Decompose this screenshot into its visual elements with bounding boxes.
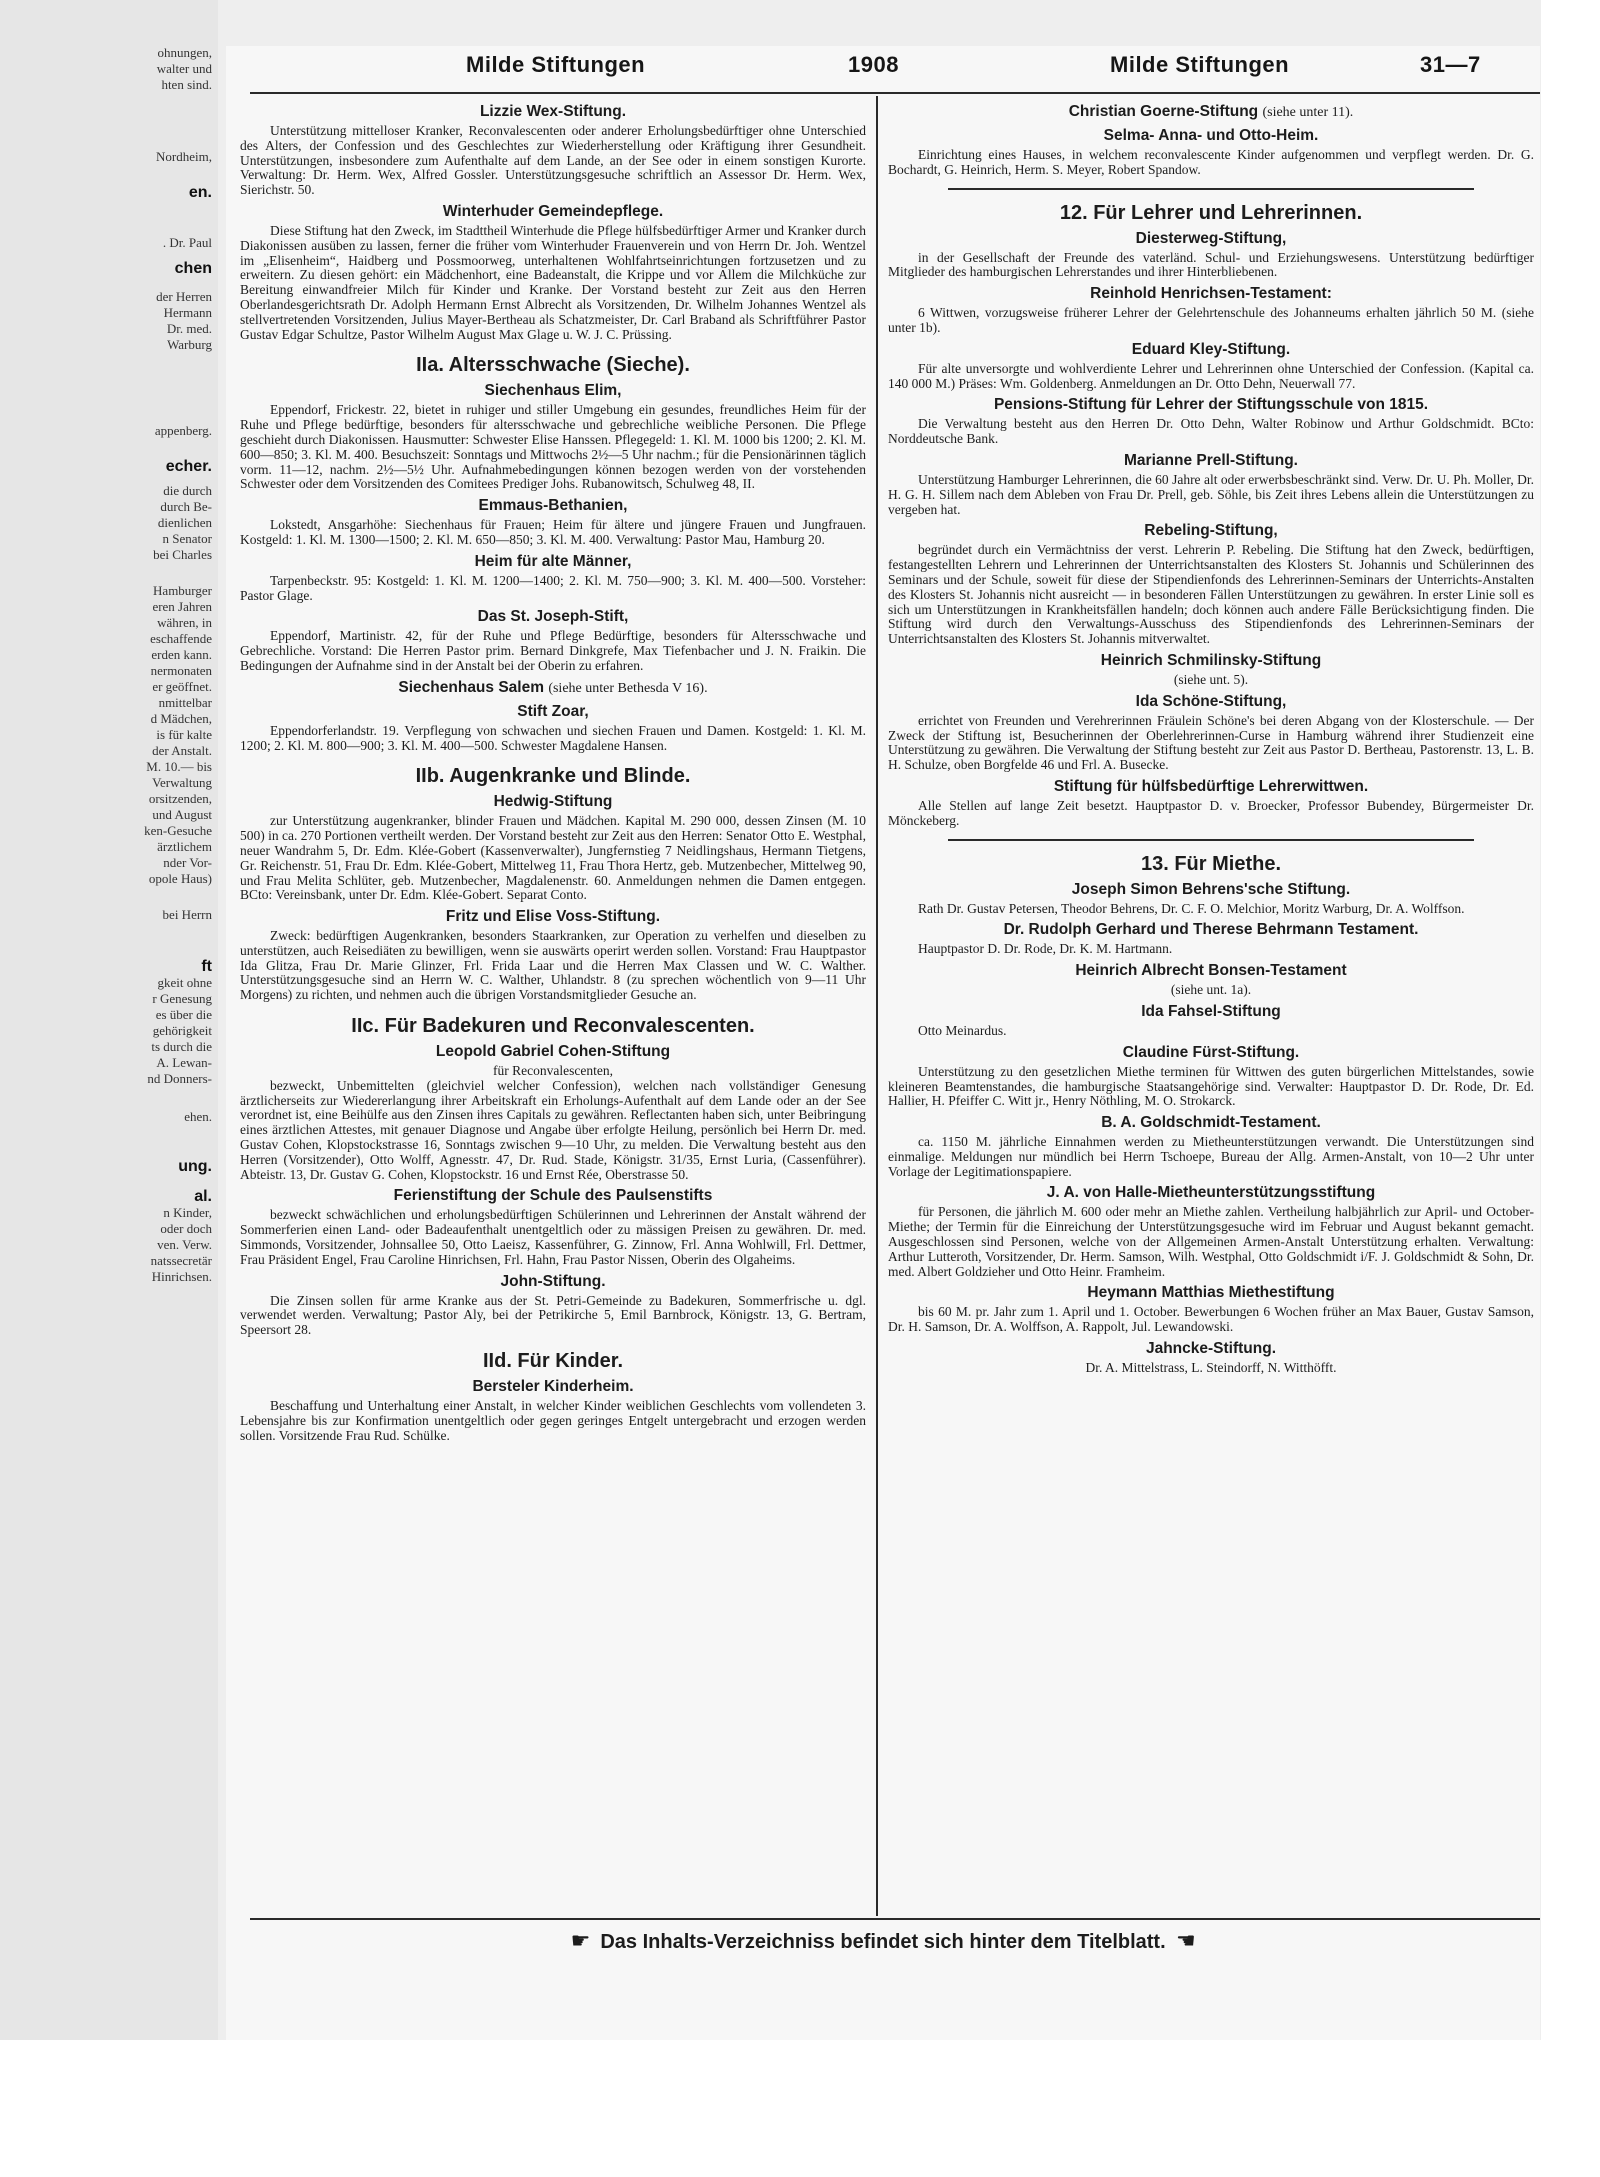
entry-title: [888, 396, 1534, 414]
entry-body: Eppendorf, Frickestr. 22, bietet in ruhiger und stiller Umgebung ein gesundes, freundliches Heim für der Ruhe und Pflege bedürftige, besonders für altersschwache und gebrechliche weibliche Personen. Die Pflege geschieht durch Diakonissen. Hausmutter: Schwester Elise Hanssen. Pflegegeld: 1. Kl. M. 1000 bis 1200; 2. Kl. M. 600—850; 3. Kl. M. 400. Besuchszeit: Sonntags und Mittwochs 2½—5 Uhr nachm.; für die Pensionärinnen täglich vorm. 11—12, nachm. 2½—5½ Uhr. Aufnahmebedingungen können bezogen werden von der vorstehenden Schwester oder dem Vorsitzenden des Comitees Prediger Johs. Rubanowitsch, Schulweg 48, II.: [240, 402, 866, 492]
foundation-entry: [240, 1043, 866, 1182]
entry-title-text: Winterhuder Gemeindepflege.: [442, 202, 664, 220]
entry-body: Dr. A. Mittelstrass, L. Steindorff, N. Witthöfft.: [1085, 1360, 1337, 1376]
prev-page-line: al.: [194, 1188, 212, 1205]
prev-page-line: ehen.: [184, 1109, 212, 1124]
prev-page-line: Verwaltung: [152, 775, 212, 790]
entry-body: 6 Wittwen, vorzugsweise früherer Lehrer der Gelehrtenschule des Johanneums erhalten jährlich 50 M. (siehe unter 1b).: [888, 305, 1534, 335]
prev-page-line: ohnungen,: [157, 45, 212, 60]
prev-page-line: und August: [152, 807, 212, 822]
entry-body: (siehe unt. 5).: [1173, 671, 1249, 687]
entry-title-text: Lizzie Wex-Stiftung.: [479, 103, 627, 120]
entry-title-text: Selma- Anna- und Otto-Heim.: [1103, 127, 1319, 144]
section-heading: IIb. Augenkranke und Blinde.: [415, 765, 691, 788]
prev-page-line: ken-Gesuche: [144, 823, 212, 838]
entry-title: [888, 1114, 1534, 1132]
entry-body: (siehe unt. 1a).: [1170, 982, 1252, 998]
prev-page-line: n Kinder,: [163, 1205, 212, 1220]
foundation-entry: [240, 553, 866, 604]
foundation-entry: [240, 1187, 866, 1267]
prev-page-line: bei Herrn: [162, 907, 212, 922]
foundation-entry: [888, 1114, 1534, 1179]
entry-subtitle: für Reconvalescenten,: [493, 1063, 613, 1079]
prev-page-line: d Mädchen,: [150, 711, 212, 726]
entry-body: für Personen, die jährlich M. 600 oder mehr an Miethe zahlen. Vertheilung halbjährlich zur April- und October-Miethe; der Termin für die Einreichung der Unterstützungsgesuche wird im Februar und August bekannt gemacht. Ausgeschlossen sind Personen, welche von der Allgemeinen Armen-Anstalt Unterstützung erhalten. Verwaltung: Arthur Lutteroth, Vorsitzender, Dr. Herm. Samson, Wilh. Westphal, Otto Goldschmidt i/F. J. Goldschmidt & Sohn, Dr. med. Albert Goldzieher und Otto Heinr. Framheim.: [888, 1204, 1534, 1279]
entry-title: [888, 522, 1534, 540]
entry-body: Lokstedt, Ansgarhöhe: Siechenhaus für Frauen; Heim für ältere und jüngere Frauen und Jungfrauen. Kostgeld: 1. Kl. M. 1300—1500; 2. Kl. M. 650—850; 3. Kl. M. 400. Verwaltung: Pastor Mau, Hamburg 20.: [240, 517, 866, 547]
entry-title: [888, 230, 1534, 248]
left-column: [240, 98, 866, 1912]
page-folio: 31—7: [1420, 52, 1481, 77]
entry-body: bezweckt, Unbemittelten (gleichviel welcher Confession), welchen nach vollständiger Genesung ärztlicherseits zur Wiedererlangung ihrer Arbeitskraft ein Erholungs-Aufenthalt auf dem Lande oder an der See verordnet ist, eine Beihülfe aus den Zinsen ihres Capitals zu gewähren. Reflectanten haben sich, unter Beibringung eines ärztlichen Attestes, mit genauer Diagnose und Angabe über erfolgte Heilung, persönlich bei Herrn Dr. med. Gustav Cohen, Klopstockstrasse 16, Sonntags zwischen 9—10 Uhr, zu melden. Die Verwaltung besteht aus den Herren (Vorsitzender), Otto Wolff, Agnesstr. 47, Dr. Rud. Stade, Königstr. 31/35, Ernst Luria, (Cassenführer). Abteistr. 13, Dr. Gustav G. Cohen, Klopstockstr. 16 und Ernst Rée, Oberstrasse 50.: [240, 1077, 866, 1182]
prev-page-line: opole Haus): [148, 871, 212, 886]
entry-title-text: Heim für alte Männer,: [474, 552, 632, 570]
foundation-entry: [240, 703, 866, 754]
pointing-hand-icon: ☛: [1175, 1928, 1196, 1953]
prev-page-line: Warburg: [167, 337, 212, 352]
entry-title-text: Heinrich Albrecht Bonsen-Testament: [1075, 962, 1347, 980]
entry-title: [888, 452, 1534, 470]
entry-title: [240, 497, 866, 515]
foundation-entry: [888, 1184, 1534, 1279]
entry-title: [240, 553, 866, 571]
entry-title-text: Ferienstiftung der Schule des Paulsenstifts: [393, 1187, 713, 1205]
foundation-entry: [888, 962, 1534, 998]
entry-title-text: Ida Schöne-Stiftung,: [1135, 692, 1287, 710]
prev-page-line: n Senator: [162, 531, 212, 546]
prev-page-line: natssecretär: [150, 1253, 212, 1268]
entry-title-text: Rebeling-Stiftung,: [1144, 522, 1278, 540]
foundation-entry: [888, 1340, 1534, 1376]
prev-page-line: nmittelbar: [158, 695, 212, 710]
pointing-hand-icon: ☛: [570, 1928, 591, 1953]
entry-body: Otto Meinardus.: [918, 1022, 1007, 1038]
foundation-entry: [888, 778, 1534, 829]
prev-page-line: walter und: [156, 61, 212, 76]
entry-title: [240, 908, 866, 926]
entry-body: ca. 1150 M. jährliche Einnahmen werden zu Mietheunterstützungen verwandt. Die Unterstützungen sind einmalige. Meldungen nur mündlich bei Herrn Tschoepe, Bureau der Allg. Armen-Anstalt, von 10—2 Uhr unter Vorlage der Legitimationspapiere.: [888, 1134, 1534, 1179]
prev-page-line: chen: [174, 260, 212, 277]
entry-title-text: John-Stiftung.: [500, 1272, 606, 1290]
foundation-entry: [888, 1003, 1534, 1039]
entry-title: [240, 793, 866, 811]
foundation-entry: [888, 127, 1534, 178]
entry-body: errichtet von Freunden und Verehrerinnen Fräulein Schöne's bei deren Abgang von der Klosterschule. — Der Zweck der Stiftung ist, Besucherinnen der Oberlehrerinnen-Curse in Hamburg während ihrer Studienzeit eine Unterstützung zu gewähren. Die Verwaltung der Stiftung besteht zur Zeit aus Pastor D. Bertheau, Pastorenstr. 13, L. B. H. Schulze, oben Borgfelde 46 und Frl. A. Busecke.: [888, 712, 1534, 773]
entry-title-text: Siechenhaus Salem: [398, 678, 544, 696]
prev-page-line: nermonaten: [150, 663, 212, 678]
entry-title-text: Jahncke-Stiftung.: [1145, 1340, 1277, 1358]
foundation-entry: [888, 693, 1534, 773]
prev-page-line: dienlichen: [157, 515, 212, 530]
prev-page-line: ft: [201, 958, 212, 975]
entry-title-text: Das St. Joseph-Stift,: [477, 608, 629, 626]
entry-title: [240, 1378, 866, 1396]
foundation-entry: [240, 1273, 866, 1338]
entry-title: [240, 1273, 866, 1291]
prev-page-line: eschaffende: [150, 631, 212, 646]
foundation-entry: [888, 652, 1534, 688]
footer-note-text: Das Inhalts-Verzeichniss befindet sich hinter dem Titelblatt.: [600, 1931, 1166, 1953]
entry-body: Hauptpastor D. Dr. Rode, Dr. K. M. Hartmann.: [918, 941, 1173, 957]
entry-title: [240, 103, 866, 121]
entry-title-text: Diesterweg-Stiftung,: [1135, 229, 1287, 247]
prev-page-line: nd Donners-: [147, 1071, 212, 1086]
entry-title: [240, 703, 866, 721]
entry-title: [888, 962, 1534, 980]
entry-title-text: Stift Zoar,: [517, 702, 589, 720]
prev-page-line: ts durch die: [151, 1039, 212, 1054]
entry-title: [888, 778, 1534, 796]
previous-page-fragment: [0, 0, 218, 2040]
entry-body: in der Gesellschaft der Freunde des vaterländ. Schul- und Erziehungswesens. Unterstützung bedürftiger Mitglieder des hamburgischen Lehrerstandes und ihrer Hinterbliebenen.: [888, 249, 1534, 280]
footer-rule: [250, 1918, 1540, 1920]
entry-body: Eppendorferlandstr. 19. Verpflegung von schwachen und siechen Frauen und Damen. Kostgeld: 1. Kl. M. 1200; 2. Kl. M. 800—900; 3. Kl. M. 400—500. Schwester Magdalene Hansen.: [240, 722, 866, 753]
prev-page-line: oder doch: [160, 1221, 212, 1236]
foundation-entry: [888, 522, 1534, 647]
prev-page-line: nder Vor-: [163, 855, 212, 870]
foundation-entry: [240, 1378, 866, 1443]
prev-page-line: Hermann: [163, 305, 212, 320]
entry-title: [888, 285, 1534, 303]
entry-body: Zweck: bedürftigen Augenkranken, besonders Staarkranken, zur Operation zu verhelfen und dieselben zu unterstützen, auch Reisediäten zu bewilligen, wenn sie auswärts operirt werden sollen. Vorstand: Frau Hauptpastor Ida Glitza, Frau Dr. Marie Glinzer, Frl. Frida Laar und die Herren Max Classen und W. C. Walther. Unterstützungsgesuche sind an Herrn W. C. Walther, Uhlandstr. 8 (zu sprechen wöchentlich von 9—11 Uhr Morgens) zu richten, und nehmen auch die übrigen Vorstandsmitglieder Gesuche an.: [240, 928, 866, 1003]
prev-page-line: Hamburger: [153, 583, 212, 598]
entry-body: Tarpenbeckstr. 95: Kostgeld: 1. Kl. M. 1200—1400; 2. Kl. M. 750—900; 3. Kl. M. 400—500. Vorsteher: Pastor Glage.: [240, 572, 866, 603]
prev-page-line: appenberg.: [154, 423, 212, 438]
section-rule: [948, 188, 1474, 190]
footer-note: [226, 1928, 1540, 1954]
entry-title: [240, 679, 866, 698]
foundation-entry: [888, 1044, 1534, 1109]
entry-title-text: B. A. Goldschmidt-Testament.: [1101, 1114, 1321, 1132]
section-heading: IId. Für Kinder.: [482, 1350, 623, 1373]
foundation-entry: [888, 103, 1534, 122]
running-head: [226, 46, 1540, 86]
prev-page-line: der Herren: [156, 289, 212, 304]
right-column: [888, 98, 1534, 1912]
entry-title-text: Claudine Fürst-Stiftung.: [1122, 1043, 1300, 1061]
entry-title: [888, 103, 1534, 122]
prev-page-line: ven. Verw.: [157, 1237, 212, 1252]
prev-page-line: bei Charles: [153, 547, 212, 562]
prev-page-line: ung.: [178, 1158, 212, 1175]
foundation-entry: [888, 396, 1534, 447]
entry-cross-reference: (siehe unter 11).: [1262, 105, 1354, 120]
entry-title-text: Pensions-Stiftung für Lehrer der Stiftungsschule von 1815.: [993, 396, 1429, 414]
prev-page-line: A. Lewan-: [156, 1055, 212, 1070]
entry-title: [888, 1284, 1534, 1302]
entry-body: Unterstützung zu den gesetzlichen Miethe terminen für Wittwen des guten bürgerlichen Mittelstandes, sowie kleineren Beamtenstandes, die hamburgische Staatsangehörige sind. Verwalter: Hauptpastor D. Dr. Rode, Dr. Ed. Hallier, H. Pfeiffer C. Witt jr., Henry Nöthling, M. O. Strokarck.: [888, 1063, 1534, 1109]
entry-title: [240, 1187, 866, 1205]
entry-title-text: Fritz und Elise Voss-Stiftung.: [445, 908, 661, 926]
foundation-entry: [888, 341, 1534, 392]
entry-body: Eppendorf, Martinistr. 42, für der Ruhe und Pflege Bedürftige, besonders für Altersschwache und Gebrechliche. Vorstand: Die Herren Pastor prim. Bernard Dinkgrefe, Max Tiefenbacher und J. N. Fraikin. Die Bedingungen der Aufnahme sind in der Anstalt bei der Oberin zu erfahren.: [240, 628, 866, 673]
prev-page-line: en.: [188, 184, 212, 201]
entry-title: [888, 341, 1534, 359]
section-heading: IIa. Altersschwache (Sieche).: [416, 354, 690, 377]
entry-title-text: Hedwig-Stiftung: [493, 793, 613, 811]
foundation-entry: [240, 608, 866, 673]
entry-body: Alle Stellen auf lange Zeit besetzt. Hauptpastor D. v. Broecker, Professor Bubendey, Bürgermeister Dr. Mönckeberg.: [888, 797, 1534, 828]
foundation-entry: [888, 230, 1534, 281]
entry-body: bis 60 M. pr. Jahr zum 1. April und 1. October. Bewerbungen 6 Wochen früher an Max Bauer, Gustav Samson, Dr. H. Samson, Dr. A. Wolffson, A. Rappolt, Jul. Lewandowski.: [888, 1304, 1534, 1335]
entry-title: [888, 881, 1534, 899]
prev-page-line: hten sind.: [161, 77, 212, 92]
entry-body: bezweckt schwächlichen und erholungsbedürftigen Schülerinnen und Lehrerinnen der Anstalt während der Sommerferien einen Land- oder Badeaufenthalt unentgeltlich oder zu mässigen Preisen zu gewähren. Dr. med. Simmonds, Vorsitzender, Johnsallee 50, Otto Laeisz, Kassenführer, G. Zinnow, Frl. Anna Wohlwill, Frl. Dettmer, Frau Präsident Engel, Frau Caroline Hinrichsen, Frl. Hahn, Frau Pastor Nissen, Oberin des Olgaheims.: [240, 1207, 866, 1267]
entry-title: [888, 693, 1534, 711]
prev-page-line: erden kann.: [151, 647, 212, 662]
entry-title: [888, 1003, 1534, 1021]
entry-title-text: Marianne Prell-Stiftung.: [1124, 451, 1298, 469]
prev-page-line: is für kalte: [156, 727, 212, 742]
prev-page-line: die durch: [163, 483, 212, 498]
entry-cross-reference: (siehe unter Bethesda V 16).: [548, 680, 708, 696]
entry-title: [888, 1184, 1534, 1202]
prev-page-line: ärztlichem: [157, 839, 212, 854]
foundation-entry: [888, 1284, 1534, 1335]
entry-body: zur Unterstützung augenkranker, blinder Frauen und Mädchen. Kapital M. 290 000, dessen Zinsen (M. 10 500) in ca. 270 Portionen vertheilt werden. Der Vorstand besteht zur Zeit aus den Herren: Senator Otto E. Westphal, neuer Wandrahm 5, Dr. Edm. Klée-Gobert (Kassenverwalter), Jungfernstieg 7 Neidlingshaus, Hermann Tietgens, Gr. Reichenstr. 51, Frau Dr. Edm. Klée-Gobert, Mittelweg 11, Frau Thora Hertz, geb. Mutzenbecher, Mittelweg 90, und Frau Melita Schlüter, geb. Mutzenbecher, Magdalenenstr. 60. Anmeldungen nehmen die Damen entgegen. BCto: Vereinsbank, unter Dr. Edm. Klée-Gobert. Separat Conto.: [240, 813, 866, 903]
section-rule: [948, 839, 1474, 841]
entry-title: [240, 203, 866, 221]
entry-title-text: Leopold Gabriel Cohen-Stiftung: [435, 1043, 671, 1061]
entry-body: Unterstützung Hamburger Lehrerinnen, die 60 Jahre alt oder erwerbsbeschränkt sind. Verw. Dr. U. Ph. Moller, Dr. H. G. H. Sillem nach dem Ableben von Frau Dr. Prell, geb. Söhle, bis Zeit ihres Lebens allein die Unterstützungen zu vergeben hat.: [888, 471, 1534, 517]
entry-title-text: Ida Fahsel-Stiftung: [1141, 1002, 1281, 1020]
section-heading: IIc. Für Badekuren und Reconvalescenten.: [351, 1015, 755, 1038]
entry-title-text: Heinrich Schmilinsky-Stiftung: [1100, 651, 1322, 669]
entry-title: [888, 921, 1534, 939]
newspaper-page: [226, 46, 1540, 2040]
entry-body: Diese Stiftung hat den Zweck, im Stadttheil Winterhude die Pflege hülfsbedürftiger Armer und Kranker durch Diakonissen ausüben zu lassen, ferner die früher vom Winterhuder Frauenverein und von Herrn Dr. Joh. Wentzel im „Elisenheim“, Haidberg und Possmoorweg, unterhaltenen Wohlfahrtseinrichtungen fortzusetzen und zu erweitern. Zu diesen gehört: ein Mädchenhort, eine Badeanstalt, die Krippe und vor Allem die Milchküche zur Bereitung einwandfreier Milch für Kinder und Kranke. Der Vorstand besteht zur Zeit aus den Herren Oberlandesgerichtsrath Dr. Adolph Hermann Ernst Albrecht als Vorsitzenden, Dr. Wilhelm Johannes Wentzel als stellvertretenden Vorsitzenden, Julius Mayer-Bertheau als Schatzmeister, Dr. Carl Braband als Schriftführer Pastor Gustav Edgar Schultze, Pastor Wilhelm August Max Glage u. W. J. C. Prüssing.: [240, 222, 866, 342]
entry-body: Unterstützung mittelloser Kranker, Reconvalescenten oder anderer Erholungsbedürftiger ohne Unterschied des Alters, der Confession und des Geschlechtes zur Wiederherstellung oder Kräftigung ihrer Gesundheit. Unterstützungen, insbesondere zum Aufenthalte auf dem Lande, an der See oder in einem sonstigen Kurorte. Verwaltung: Dr. Herm. Wex, Alfred Gossler. Unterstützungsgesuche schriftlich an Assessor Dr. Herm. Wex, Sierichstr. 50.: [240, 123, 866, 198]
entry-title-text: Christian Goerne-Stiftung: [1068, 103, 1259, 120]
foundation-entry: [240, 103, 866, 198]
entry-title: [888, 127, 1534, 145]
prev-page-line: Dr. med.: [166, 321, 212, 336]
prev-page-line: echer.: [165, 458, 212, 475]
running-head-left: Milde Stiftungen: [466, 52, 646, 77]
entry-title-text: Stiftung für hülfsbedürftige Lehrerwittwen.: [1053, 777, 1369, 795]
entry-body: Beschaffung und Unterhaltung einer Anstalt, in welcher Kinder weiblichen Geschlechts vom vollendeten 3. Lebensjahre bis zur Konfirmation unentgeltlich oder gegen geringes Entgelt untergebracht und erzogen werden sollen. Vorsitzende Frau Rud. Schülke.: [240, 1398, 866, 1443]
section-heading: 12. Für Lehrer und Lehrerinnen.: [1059, 201, 1363, 224]
entry-title: [240, 382, 866, 400]
running-head-year: 1908: [848, 52, 899, 77]
entry-title: [888, 1044, 1534, 1062]
foundation-entry: [240, 382, 866, 492]
entry-body: Rath Dr. Gustav Petersen, Theodor Behrens, Dr. C. F. O. Melchior, Moritz Warburg, Dr. A. Wolffson.: [918, 900, 1465, 916]
foundation-entry: [888, 452, 1534, 517]
foundation-entry: [888, 921, 1534, 957]
foundation-entry: [240, 497, 866, 548]
foundation-entry: [240, 203, 866, 342]
foundation-entry: [888, 881, 1534, 917]
column-divider: [876, 96, 878, 1916]
prev-page-line: Nordheim,: [156, 149, 212, 164]
entry-body: Einrichtung eines Hauses, in welchem reconvalescente Kinder aufgenommen und verpflegt werden. Dr. G. Bochardt, G. Heinrich, Herm. S. Meyer, Robert Spandow.: [888, 147, 1534, 177]
entry-body: begründet durch ein Vermächtniss der verst. Lehrerin P. Rebeling. Die Stiftung hat den Zweck, bedürftigen, festangestellten Lehrern und Lehrerinnen der Unterrichtsanstalten des Klosters St. Johannis und Schülerinnen des Seminars und der Schule, soweit für diese der Stipendienfonds des Lehrerinnen-Seminars der Unterrichts-Anstalten des Klosters St. Johannis nicht ausreicht — in besonderen Fällen Unterstützungen zu gewähren. In erster Linie soll es sich um Unterstützungen in Krankheitsfällen handeln; doch können auch andere Fälle Berücksichtigung finden. Die Stiftung wird durch den Verwaltungs-Ausschuss des Stipendienfonds des Lehrerinnen-Seminars der Unterrichtsanstalten des Klosters St. Johannis mitverwaltet.: [888, 542, 1534, 647]
entry-title-text: Dr. Rudolph Gerhard und Therese Behrmann Testament.: [1003, 921, 1419, 939]
header-rule: [250, 92, 1540, 94]
entry-body: Für alte unversorgte und wohlverdiente Lehrer und Lehrerinnen ohne Unterschied der Confession. (Kapital ca. 140 000 M.) Präses: Wm. Goldenberg. Anmeldungen an Dr. Otto Dehn, Neuerwall 77.: [888, 360, 1534, 391]
prev-page-line: eren Jahren: [152, 599, 212, 614]
prev-page-line: . Dr. Paul: [162, 235, 212, 250]
prev-page-line: r Genesung: [152, 991, 212, 1006]
entry-title-text: Heymann Matthias Miethestiftung: [1087, 1284, 1335, 1302]
entry-title-text: Emmaus-Bethanien,: [478, 497, 628, 515]
entry-body: Die Zinsen sollen für arme Kranke aus der St. Petri-Gemeinde zu Badekuren, Sommerfrische u. dgl. verwendet werden. Verwaltung; Pastor Aly, bei der Petrikirche 5, Emil Barnbrock, Königstr. 13, G. Bertram, Speersort 28.: [240, 1292, 866, 1338]
entry-title-text: Joseph Simon Behrens'sche Stiftung.: [1071, 880, 1351, 898]
prev-page-line: M. 10.— bis: [146, 759, 212, 774]
prev-page-line: Hinrichsen.: [151, 1269, 212, 1284]
entry-title: [888, 652, 1534, 670]
foundation-entry: [240, 793, 866, 903]
entry-title-text: Eduard Kley-Stiftung.: [1131, 340, 1291, 358]
prev-page-line: durch Be-: [160, 499, 212, 514]
prev-page-line: orsitzenden,: [148, 791, 212, 806]
prev-page-line: gehörigkeit: [152, 1023, 212, 1038]
foundation-entry: [240, 679, 866, 698]
entry-body: Die Verwaltung besteht aus den Herren Dr. Otto Dehn, Walter Robinow und Arthur Goldschmidt. BCto: Norddeutsche Bank.: [888, 416, 1534, 447]
entry-title-text: Reinhold Henrichsen-Testament:: [1090, 285, 1332, 303]
entry-title: [240, 1043, 866, 1061]
entry-title: [888, 1340, 1534, 1358]
prev-page-line: währen, in: [157, 615, 212, 630]
prev-page-line: er geöffnet.: [152, 679, 212, 694]
section-heading: 13. Für Miethe.: [1140, 852, 1282, 875]
foundation-entry: [888, 285, 1534, 336]
prev-page-line: es über die: [155, 1007, 212, 1022]
running-head-right: Milde Stiftungen: [1110, 52, 1290, 77]
prev-page-line: gkeit ohne: [157, 975, 212, 990]
entry-title-text: Siechenhaus Elim,: [484, 382, 622, 400]
entry-title: [240, 608, 866, 626]
entry-title-text: Bersteler Kinderheim.: [472, 1378, 634, 1396]
entry-title-text: J. A. von Halle-Mietheunterstützungsstiftung: [1046, 1184, 1376, 1202]
foundation-entry: [240, 908, 866, 1003]
prev-page-line: der Anstalt.: [152, 743, 212, 758]
